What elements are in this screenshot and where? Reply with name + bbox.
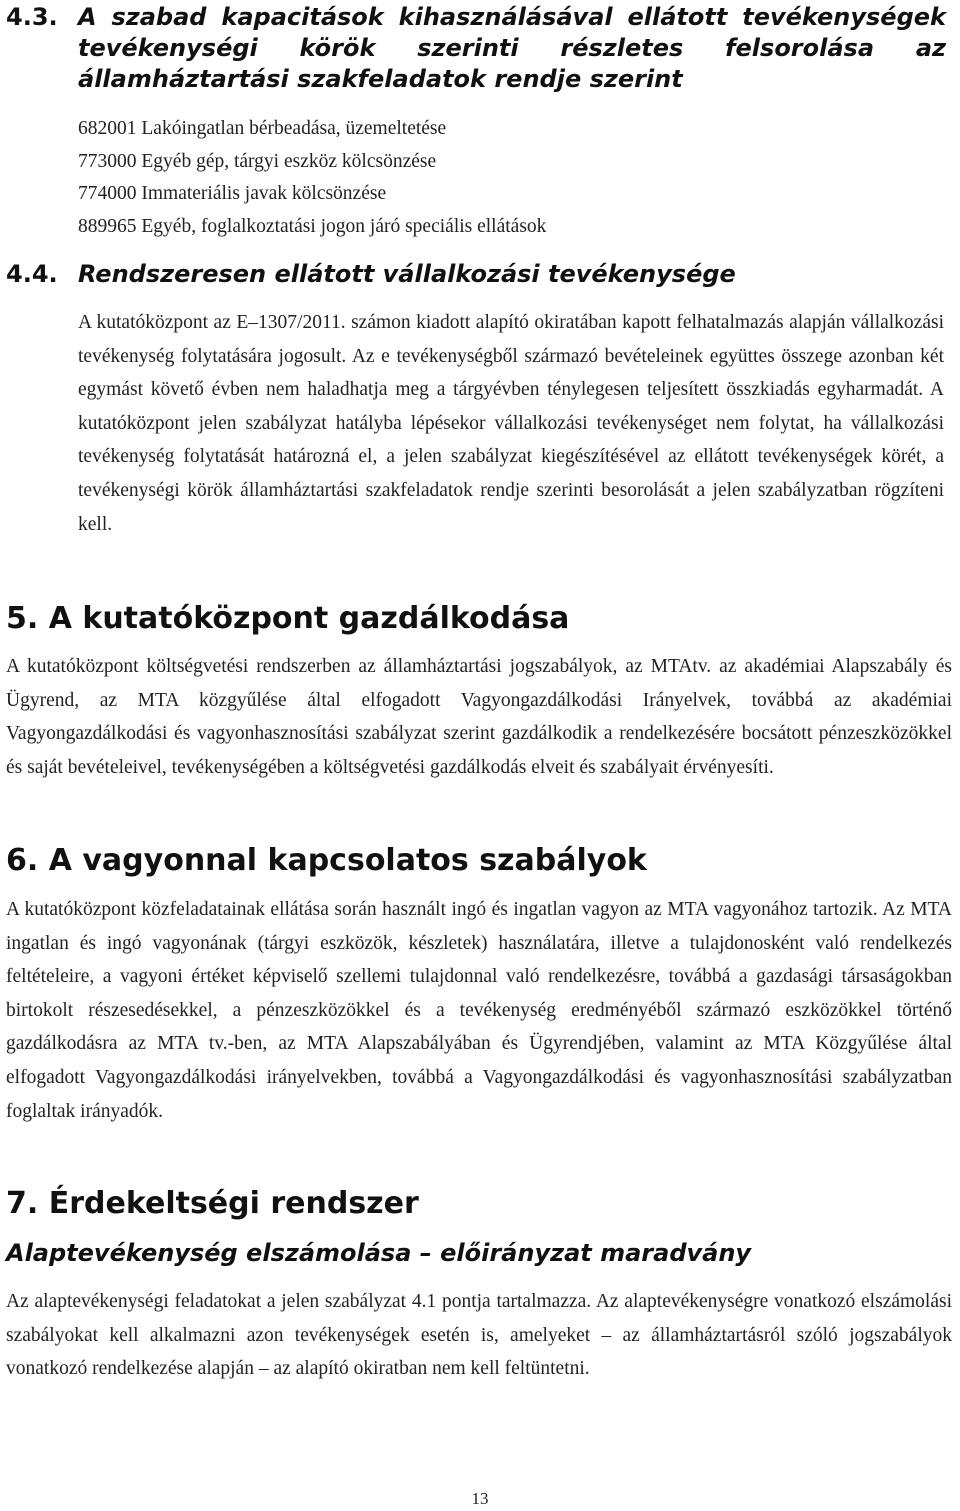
section-5-heading: 5. A kutatóközpont gazdálkodása <box>6 601 570 636</box>
list-item: 889965 Egyéb, foglalkoztatási jogon járó speciális ellátások <box>78 215 547 237</box>
list-item: 773000 Egyéb gép, tárgyi eszköz kölcsönzése <box>78 150 437 172</box>
section-7-heading: 7. Érdekeltségi rendszer <box>6 1186 419 1221</box>
section-5-body: A kutatóközpont költségvetési rendszerben az államháztartási jogszabályok, az MTAtv. az akadémiai Alapszabály és Ügyrend, az MTA közgyűlése által elfogadott Vagyongazdálkodási Irányelvek, továbbá az akadémiai Vagyongazdálkodási és vagyonhasznosítási szabályzat szerint gazdálkodik a rendelkezésére bocsátott pénzeszközökkel és saját bevételeivel, tevékenységében a költségvetési gazdálkodás elveit és szabályait érvényesíti. <box>6 656 952 778</box>
section-4-3-title: A szabad kapacitások kihasználásával ellátott tevékenységek tevékenységi körök szerinti részletes felsorolása az államháztartási szakfeladatok rendje szerint <box>78 3 946 93</box>
section-4-4-title: Rendszeresen ellátott vállalkozási tevékenysége <box>78 260 736 288</box>
list-item: 774000 Immateriális javak kölcsönzése <box>78 183 387 204</box>
section-6-heading: 6. A vagyonnal kapcsolatos szabályok <box>6 843 647 878</box>
activity-list <box>78 113 546 243</box>
section-7-body: Az alaptevékenységi feladatokat a jelen szabályzat 4.1 pontja tartalmazza. Az alaptevékenységre vonatkozó elszámolási szabályokat kell alkalmazni azon tevékenységek esetén is, amelyeket – az államháztartásról szóló jogszabályok vonatkozó rendelkezése alapján – az alapító okiratban nem kell feltüntetni. <box>6 1291 952 1380</box>
section-4-3-heading <box>6 2 946 95</box>
section-7-subtitle: Alaptevékenység elszámolása – előirányzat maradvány <box>6 1239 752 1267</box>
section-6-body: A kutatóközpont közfeladatainak ellátása során használt ingó és ingatlan vagyon az MTA vagyonához tartozik. Az MTA ingatlan és ingó vagyonának (tárgyi eszközök, készletek) használatára, illetve a tulajdonosként való rendelkezés feltételeire, a vagyoni értéket képviselő szellemi tulajdonnal való rendelkezésre, továbbá a gazdasági társaságokban birtokolt részesedésekkel, a pénzeszközökkel és a tevékenység eredményéből származó eszközökkel történő gazdálkodásra az MTA tv.-ben, az MTA Alapszabályában és Ügyrendjében, valamint az MTA Közgyűlése által elfogadott Vagyongazdálkodási irányelvekben, továbbá a Vagyongazdálkodási és vagyonhasznosítási szabályzatban foglaltak irányadók. <box>6 899 952 1122</box>
page-number: 13 <box>471 1489 489 1508</box>
section-4-3-number: 4.3. <box>6 3 58 31</box>
section-4-4-heading <box>6 259 906 290</box>
section-4-4-body: A kutatóközpont az E–1307/2011. számon kiadott alapító okiratában kapott felhatalmazás alapján vállalkozási tevékenység folytatására jogosult. Az e tevékenységből származó bevételeinek együttes összege azonban két egymást követő évben nem haladhatja meg a tárgyévben ténylegesen teljesített összkiadás egyharmadát. A kutatóközpont jelen szabályzat hatályba lépésekor vállalkozási tevékenységet nem folytat, ha vállalkozási tevékenység folytatását határozná el, a jelen szabályzat kiegészítésével az ellátott tevékenységek körét, a tevékenységi körök államháztartási szakfeladatok rendje szerinti besorolását a jelen szabályzatban rögzíteni kell. <box>78 312 944 535</box>
list-item: 682001 Lakóingatlan bérbeadása, üzemeltetése <box>78 118 447 139</box>
section-4-4-number: 4.4. <box>6 260 58 288</box>
